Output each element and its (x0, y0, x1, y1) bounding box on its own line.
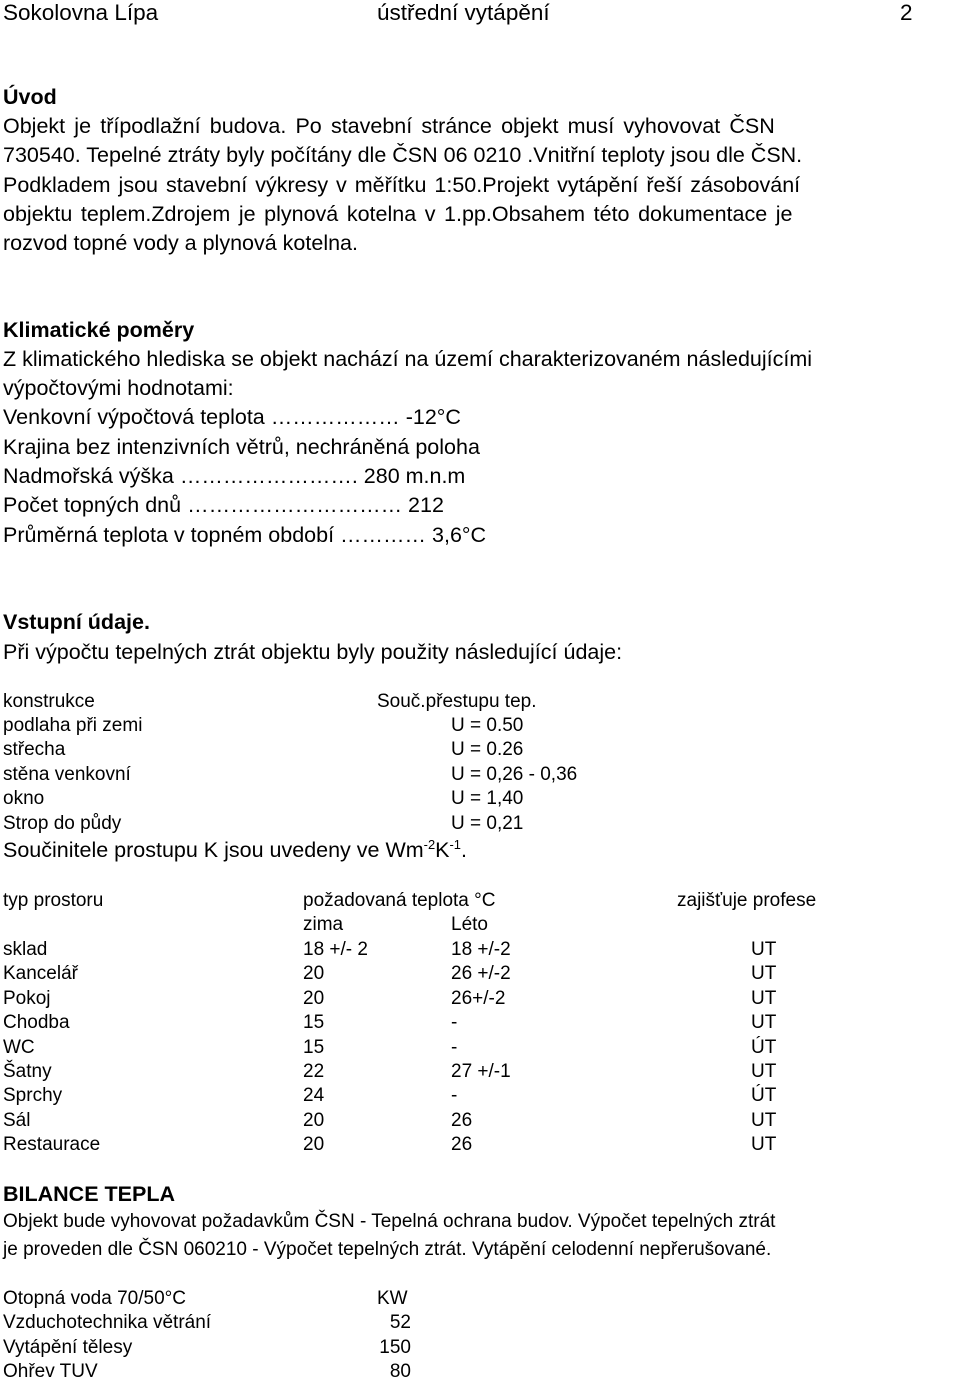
construction-name: okno (3, 788, 45, 809)
room-profession-cell: ÚT (751, 1085, 777, 1106)
construction-name: podlaha při zemi (3, 715, 143, 736)
room-type-cell: Chodba (3, 1012, 70, 1033)
construction-u-value: U = 0.26 (451, 739, 524, 760)
room-winter-temp-cell: 20 (303, 1110, 325, 1131)
construction-column-header: konstrukce (3, 691, 95, 712)
room-type-cell: Sprchy (3, 1085, 63, 1106)
room-winter-temp-cell: 20 (303, 963, 325, 984)
required-temperature-column-header: požadovaná teplota °C (303, 890, 496, 911)
climate-outdoor-temperature: Venkovní výpočtová teplota ……………… -12°C (3, 405, 461, 429)
balance-item-value: 80 (389, 1361, 411, 1382)
room-type-cell: Restaurace (3, 1134, 101, 1155)
room-winter-temp-cell: 22 (303, 1061, 325, 1082)
summer-subheader: Léto (451, 914, 488, 935)
coefficient-note-exponent: -2 (423, 836, 436, 852)
balance-item-name: Vytápění tělesy (3, 1337, 133, 1358)
room-winter-temp-cell: 24 (303, 1085, 325, 1106)
intro-heading: Úvod (3, 85, 57, 109)
construction-u-value: U = 0,21 (451, 813, 524, 834)
room-profession-cell: ÚT (751, 1037, 777, 1058)
room-profession-cell: UT (751, 939, 777, 960)
balance-item-value: 150 (379, 1337, 411, 1358)
room-type-cell: Sál (3, 1110, 31, 1131)
room-summer-temp-cell: - (451, 1012, 458, 1033)
room-summer-temp-cell: - (451, 1037, 458, 1058)
room-type-cell: WC (3, 1037, 35, 1058)
header-section-title: ústřední vytápění (377, 0, 550, 25)
winter-subheader: zima (303, 914, 344, 935)
intro-line: Objekt je třípodlažní budova. Po stavební stránce objekt musí vyhovovat ČSN (3, 114, 775, 138)
balance-unit: KW (377, 1288, 408, 1309)
construction-u-value: U = 0,26 - 0,36 (451, 764, 578, 785)
climate-altitude: Nadmořská výška ……………………. 280 m.n.m (3, 464, 466, 488)
room-profession-cell: UT (751, 1110, 777, 1131)
room-profession-cell: UT (751, 1012, 777, 1033)
profession-column-header: zajišťuje profese (677, 890, 817, 911)
balance-line: je proveden dle ČSN 060210 - Výpočet tepelných ztrát. Vytápění celodenní nepřerušované. (3, 1239, 772, 1260)
room-profession-cell: UT (751, 1061, 777, 1082)
room-winter-temp-cell: 15 (303, 1012, 325, 1033)
inputs-intro: Při výpočtu tepelných ztrát objektu byly použity následující údaje: (3, 640, 623, 664)
climate-line: výpočtovými hodnotami: (3, 376, 234, 400)
room-profession-cell: UT (751, 988, 777, 1009)
inputs-heading: Vstupní údaje. (3, 610, 150, 634)
balance-item-name: Ohřev TUV (3, 1361, 98, 1382)
room-summer-temp-cell: 26 (451, 1134, 473, 1155)
climate-heating-days: Počet topných dnů ………………………… 212 (3, 493, 444, 517)
room-summer-temp-cell: 26+/-2 (451, 988, 506, 1009)
coefficient-column-header: Souč.přestupu tep. (377, 691, 537, 712)
room-type-cell: Pokoj (3, 988, 51, 1009)
construction-u-value: U = 0.50 (451, 715, 524, 736)
coefficient-note-exponent: -1 (449, 836, 461, 852)
balance-item-name: Otopná voda 70/50°C (3, 1288, 186, 1309)
coefficient-note (3, 836, 467, 862)
construction-name: střecha (3, 739, 66, 760)
room-type-cell: Kancelář (3, 963, 78, 984)
room-winter-temp-cell: 15 (303, 1037, 325, 1058)
balance-line: Objekt bude vyhovovat požadavkům ČSN - Tepelná ochrana budov. Výpočet tepelných ztrát (3, 1211, 776, 1232)
header-page-number: 2 (900, 0, 913, 25)
room-winter-temp-cell: 20 (303, 988, 325, 1009)
room-summer-temp-cell: 18 +/-2 (451, 939, 511, 960)
balance-heading: BILANCE TEPLA (3, 1182, 175, 1206)
construction-u-value: U = 1,40 (451, 788, 524, 809)
climate-line: Z klimatického hlediska se objekt nachází na území charakterizovaném následujícími (3, 347, 813, 371)
intro-line: Podkladem jsou stavební výkresy v měřítku 1:50.Projekt vytápění řeší zásobování (3, 173, 801, 197)
construction-name: stěna venkovní (3, 764, 131, 785)
room-type-column-header: typ prostoru (3, 890, 104, 911)
climate-heading: Klimatické poměry (3, 318, 195, 342)
room-profession-cell: UT (751, 963, 777, 984)
room-summer-temp-cell: 27 +/-1 (451, 1061, 511, 1082)
room-type-cell: Šatny (3, 1061, 52, 1082)
room-profession-cell: UT (751, 1134, 777, 1155)
intro-line: objektu teplem.Zdrojem je plynová kotelna v 1.pp.Obsahem této dokumentace je (3, 202, 793, 226)
room-type-cell: sklad (3, 939, 48, 960)
balance-item-value: 52 (389, 1312, 411, 1333)
header-document-name: Sokolovna Lípa (3, 0, 159, 25)
room-winter-temp-cell: 18 +/- 2 (303, 939, 368, 960)
room-summer-temp-cell: 26 (451, 1110, 473, 1131)
room-summer-temp-cell: 26 +/-2 (451, 963, 511, 984)
construction-name: Strop do půdy (3, 813, 122, 834)
room-summer-temp-cell: - (451, 1085, 458, 1106)
climate-landscape: Krajina bez intenzivních větrů, nechráněná poloha (3, 435, 480, 459)
coefficient-note-text: Součinitele prostupu K jsou uvedeny ve Wm (3, 838, 424, 862)
room-winter-temp-cell: 20 (303, 1134, 325, 1155)
coefficient-note-period: . (460, 838, 467, 862)
intro-line: 730540. Tepelné ztráty byly počítány dle ČSN 06 0210 .Vnitřní teploty jsou dle ČSN. (3, 143, 803, 167)
intro-line: rozvod topné vody a plynová kotelna. (3, 231, 358, 255)
balance-item-name: Vzduchotechnika větrání (3, 1312, 212, 1333)
climate-average-temperature: Průměrná teplota v topném období ………… 3,6°C (3, 523, 487, 547)
coefficient-note-unit: K (435, 838, 450, 862)
